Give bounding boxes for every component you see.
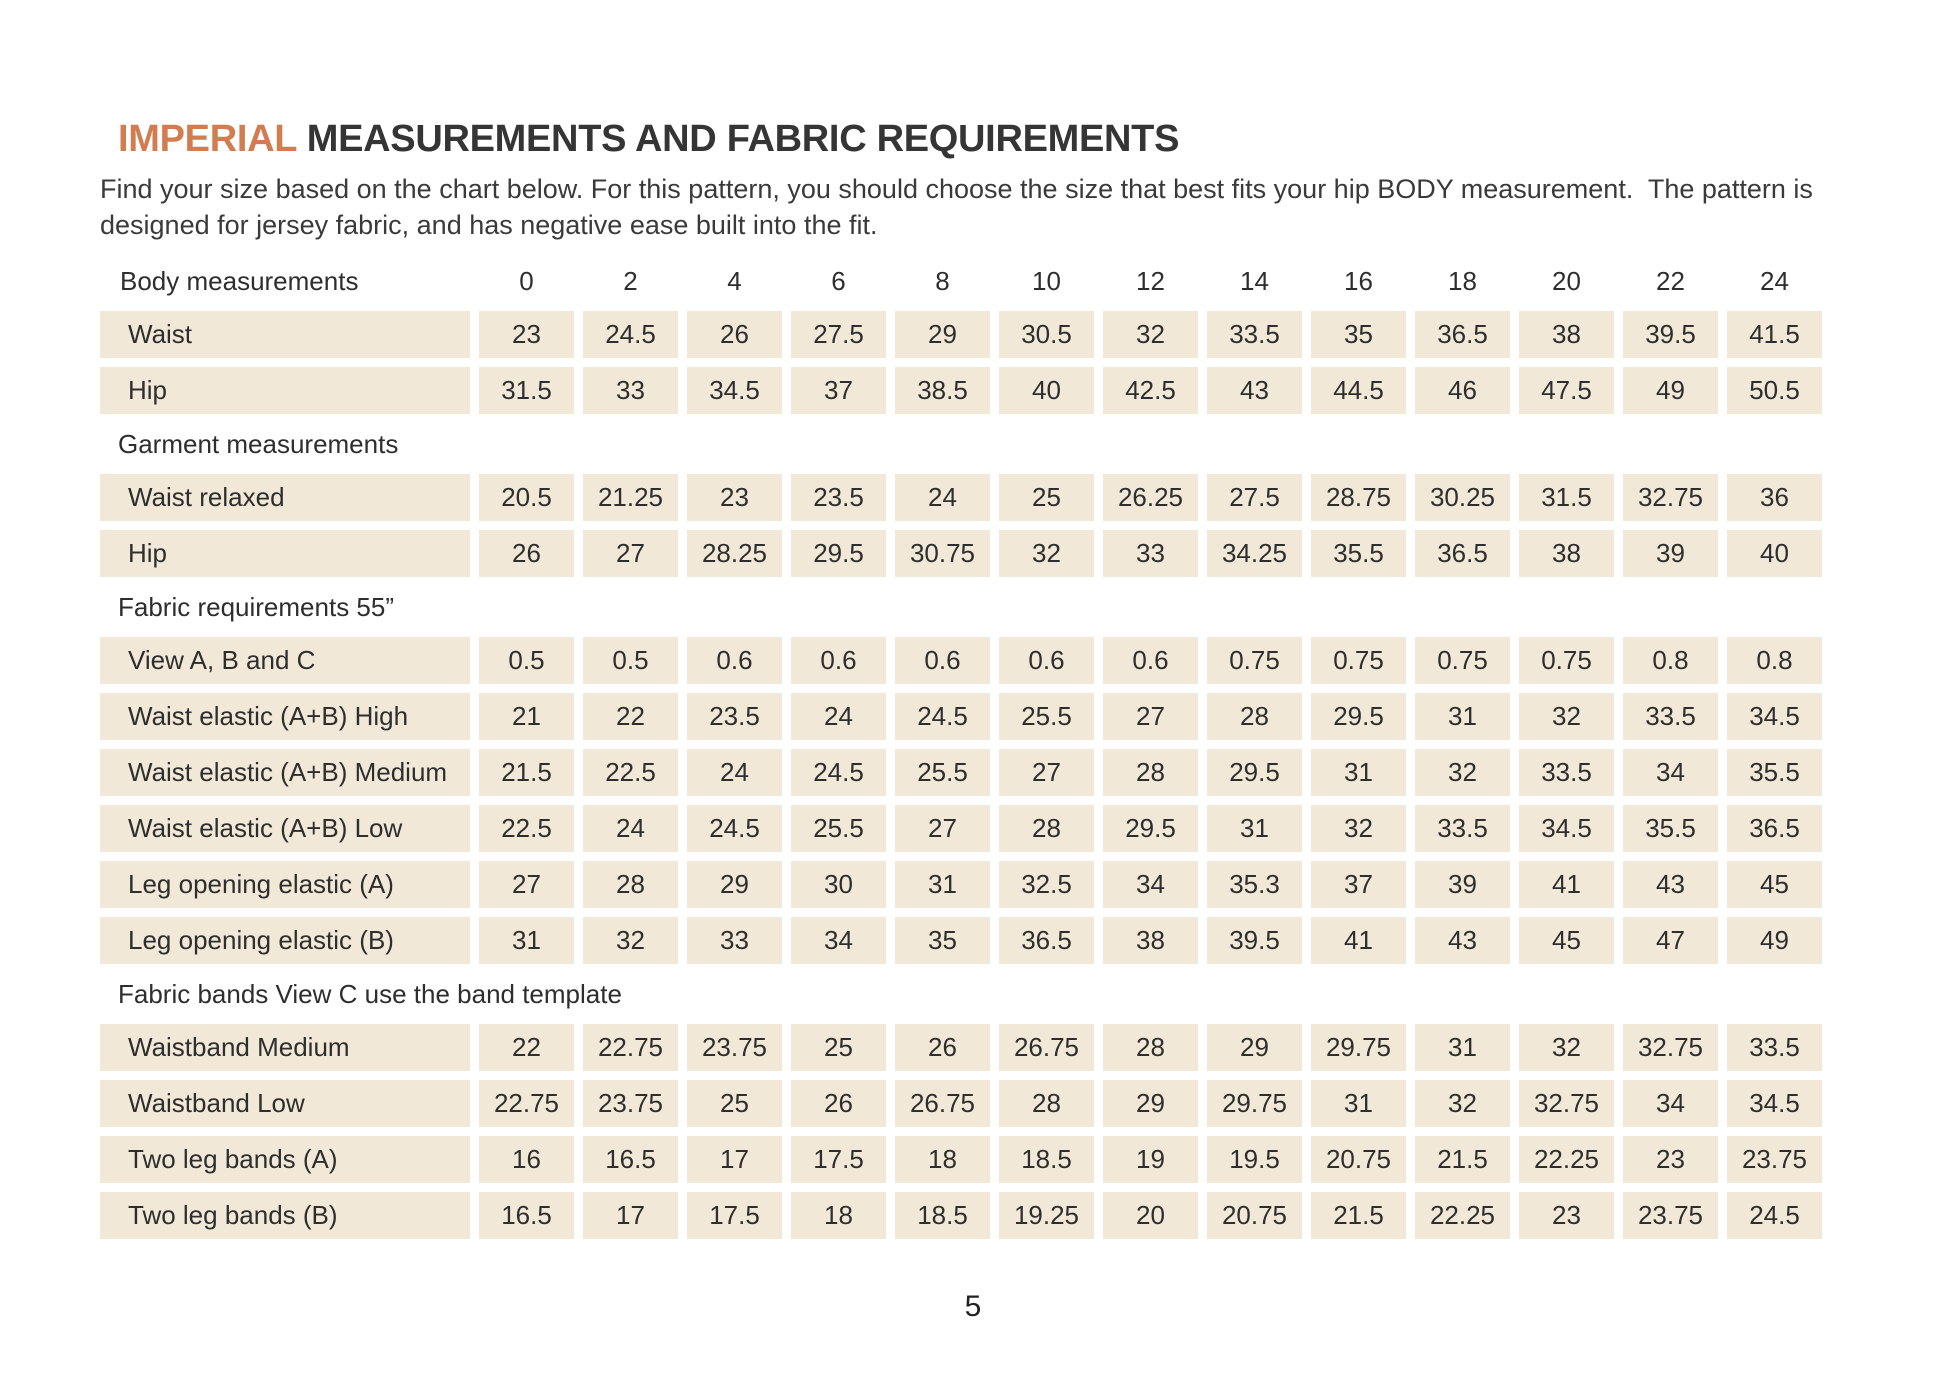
table-cell: 26.25 [1103,474,1198,521]
table-cell: 39 [1415,861,1510,908]
page-title-highlight: IMPERIAL [118,118,297,160]
table-cell: 0.6 [999,637,1094,684]
row-label: Leg opening elastic (A) [100,861,470,908]
table-cell: 33 [1103,530,1198,577]
table-cell: 33.5 [1519,749,1614,796]
table-cell: 46 [1415,367,1510,414]
table-header-label: Body measurements [120,265,359,296]
table-cell: 24 [687,749,782,796]
table-cell: 22.25 [1415,1192,1510,1239]
table-cell: 38.5 [895,367,990,414]
table-cell: 29.5 [1311,693,1406,740]
table-cell: 25 [687,1080,782,1127]
table-cell: 22 [583,693,678,740]
size-column-header: 18 [1448,265,1477,296]
table-cell: 19.25 [999,1192,1094,1239]
row-label: Hip [100,530,470,577]
row-label: Waist elastic (A+B) Medium [100,749,470,796]
table-cell: 21 [479,693,574,740]
table-cell: 0.75 [1519,637,1614,684]
table-cell: 30.5 [999,311,1094,358]
table-cell: 22.75 [479,1080,574,1127]
table-cell: 29.75 [1207,1080,1302,1127]
table-row [100,1024,1822,1071]
table-cell: 25.5 [999,693,1094,740]
size-column-header: 22 [1656,265,1685,296]
table-cell: 0.6 [687,637,782,684]
table-cell: 34.5 [1727,1080,1822,1127]
table-cell: 0.6 [791,637,886,684]
table-cell: 22.75 [583,1024,678,1071]
table-cell: 22.5 [479,805,574,852]
table-cell: 31 [1415,1024,1510,1071]
table-cell: 20.75 [1311,1136,1406,1183]
table-cell: 26 [895,1024,990,1071]
table-cell: 32 [583,917,678,964]
table-cell: 33.5 [1623,693,1718,740]
table-cell: 47.5 [1519,367,1614,414]
table-cell: 49 [1623,367,1718,414]
table-cell: 18.5 [999,1136,1094,1183]
table-cell: 23.75 [687,1024,782,1071]
table-cell: 34 [791,917,886,964]
table-cell: 21.5 [1415,1136,1510,1183]
table-cell: 32 [1103,311,1198,358]
table-cell: 28 [999,1080,1094,1127]
intro-text: Find your size based on the chart below. For this pattern, you should choose the size that best fits your hip BODY measurement. The pattern is designed for jersey fabric, and has negative ease built into the fit. [100,174,1821,240]
table-cell: 25.5 [791,805,886,852]
table-cell: 23 [687,474,782,521]
size-column-header: 10 [1032,265,1061,296]
table-cell: 23 [1623,1136,1718,1183]
table-cell: 45 [1519,917,1614,964]
table-cell: 17 [583,1192,678,1239]
table-cell: 17.5 [791,1136,886,1183]
table-row [100,1136,1822,1183]
table-cell: 41.5 [1727,311,1822,358]
table-cell: 50.5 [1727,367,1822,414]
size-table [91,251,1831,1248]
table-cell: 24 [791,693,886,740]
table-cell: 28.25 [687,530,782,577]
table-cell: 23 [479,311,574,358]
table-cell: 29 [687,861,782,908]
table-cell: 25 [791,1024,886,1071]
table-cell: 24.5 [583,311,678,358]
table-cell: 33 [687,917,782,964]
page-number: 5 [964,1290,982,1323]
table-row [100,637,1822,684]
table-row [100,749,1822,796]
table-cell: 20.5 [479,474,574,521]
table-cell: 38 [1519,530,1614,577]
table-cell: 30.75 [895,530,990,577]
table-cell: 35.3 [1207,861,1302,908]
size-table-body [100,260,1822,1239]
table-cell: 39.5 [1623,311,1718,358]
size-column-header: 0 [519,265,534,296]
row-label: Waistband Low [100,1080,470,1127]
table-cell: 31.5 [1519,474,1614,521]
table-cell: 30 [791,861,886,908]
table-cell: 43 [1415,917,1510,964]
table-cell: 21.5 [479,749,574,796]
size-column-header: 12 [1136,265,1165,296]
row-label: Waist elastic (A+B) High [100,693,470,740]
table-cell: 0.75 [1207,637,1302,684]
table-cell: 31 [479,917,574,964]
row-label: Leg opening elastic (B) [100,917,470,964]
table-cell: 27 [999,749,1094,796]
table-row [100,917,1822,964]
row-label: View A, B and C [100,637,470,684]
table-cell: 43 [1623,861,1718,908]
table-cell: 25.5 [895,749,990,796]
table-cell: 31 [1311,1080,1406,1127]
table-cell: 47 [1623,917,1718,964]
table-cell: 25 [999,474,1094,521]
table-cell: 26 [791,1080,886,1127]
table-cell: 23.5 [791,474,886,521]
row-label: Hip [100,367,470,414]
table-cell: 34.5 [1519,805,1614,852]
table-cell: 16 [479,1136,574,1183]
section-heading: Fabric requirements 55” [118,591,394,622]
table-row [100,530,1822,577]
table-cell: 0.5 [479,637,574,684]
section-heading-row [100,586,1822,628]
table-cell: 26 [687,311,782,358]
table-cell: 22.25 [1519,1136,1614,1183]
table-cell: 24.5 [791,749,886,796]
size-column-header: 4 [727,265,742,296]
table-cell: 35.5 [1727,749,1822,796]
table-cell: 23.75 [583,1080,678,1127]
table-cell: 32.75 [1623,474,1718,521]
table-cell: 29.5 [791,530,886,577]
size-column-header: 2 [623,265,638,296]
table-cell: 43 [1207,367,1302,414]
table-cell: 35.5 [1623,805,1718,852]
table-cell: 0.8 [1727,637,1822,684]
table-cell: 29 [1207,1024,1302,1071]
table-cell: 23.75 [1727,1136,1822,1183]
table-cell: 32 [1415,1080,1510,1127]
table-cell: 29 [895,311,990,358]
table-cell: 29 [1103,1080,1198,1127]
table-cell: 33.5 [1415,805,1510,852]
table-cell: 22 [479,1024,574,1071]
table-cell: 27 [479,861,574,908]
table-cell: 36.5 [1415,311,1510,358]
table-cell: 34.5 [687,367,782,414]
table-cell: 37 [791,367,886,414]
table-cell: 35 [895,917,990,964]
table-cell: 32 [999,530,1094,577]
table-cell: 32 [1311,805,1406,852]
row-label: Two leg bands (A) [100,1136,470,1183]
size-column-header: 20 [1552,265,1581,296]
row-label: Waist relaxed [100,474,470,521]
table-cell: 38 [1519,311,1614,358]
table-cell: 27 [1103,693,1198,740]
table-cell: 40 [999,367,1094,414]
size-column-header: 6 [831,265,846,296]
table-cell: 32.75 [1519,1080,1614,1127]
table-cell: 38 [1103,917,1198,964]
size-column-header: 8 [935,265,950,296]
table-row [100,1080,1822,1127]
row-label: Two leg bands (B) [100,1192,470,1239]
table-cell: 17.5 [687,1192,782,1239]
table-cell: 35 [1311,311,1406,358]
table-cell: 21.25 [583,474,678,521]
page-title [118,118,1846,161]
table-cell: 41 [1311,917,1406,964]
table-cell: 16.5 [583,1136,678,1183]
table-cell: 24.5 [895,693,990,740]
size-column-header: 24 [1760,265,1789,296]
table-cell: 23.75 [1623,1192,1718,1239]
size-column-header: 14 [1240,265,1269,296]
table-cell: 39 [1623,530,1718,577]
table-row [100,861,1822,908]
table-cell: 36.5 [1415,530,1510,577]
table-cell: 0.6 [1103,637,1198,684]
section-heading: Garment measurements [118,428,399,459]
table-cell: 34.5 [1727,693,1822,740]
table-cell: 29.75 [1311,1024,1406,1071]
table-cell: 23.5 [687,693,782,740]
table-cell: 29.5 [1103,805,1198,852]
table-row [100,367,1822,414]
row-label: Waistband Medium [100,1024,470,1071]
table-cell: 34 [1103,861,1198,908]
table-cell: 30.25 [1415,474,1510,521]
table-cell: 24.5 [687,805,782,852]
table-row [100,311,1822,358]
table-cell: 36.5 [999,917,1094,964]
table-cell: 44.5 [1311,367,1406,414]
table-cell: 28 [1207,693,1302,740]
section-heading: Fabric bands View C use the band template [118,978,622,1009]
table-cell: 0.6 [895,637,990,684]
table-cell: 32.5 [999,861,1094,908]
table-cell: 16.5 [479,1192,574,1239]
row-label: Waist elastic (A+B) Low [100,805,470,852]
table-cell: 39.5 [1207,917,1302,964]
table-row [100,805,1822,852]
table-cell: 19.5 [1207,1136,1302,1183]
table-cell: 27.5 [1207,474,1302,521]
section-heading-row [100,973,1822,1015]
table-cell: 28 [1103,749,1198,796]
table-row [100,1192,1822,1239]
table-cell: 27 [895,805,990,852]
table-cell: 28 [583,861,678,908]
table-cell: 34.25 [1207,530,1302,577]
table-cell: 19 [1103,1136,1198,1183]
table-cell: 34 [1623,749,1718,796]
table-cell: 24 [583,805,678,852]
table-cell: 26 [479,530,574,577]
table-cell: 49 [1727,917,1822,964]
table-cell: 33.5 [1207,311,1302,358]
table-header-row [100,260,1822,302]
table-cell: 32 [1519,693,1614,740]
table-cell: 40 [1727,530,1822,577]
table-cell: 0.75 [1415,637,1510,684]
table-cell: 21.5 [1311,1192,1406,1239]
table-cell: 45 [1727,861,1822,908]
table-cell: 31 [895,861,990,908]
size-column-header: 16 [1344,265,1373,296]
table-cell: 34 [1623,1080,1718,1127]
table-cell: 0.8 [1623,637,1718,684]
table-cell: 24.5 [1727,1192,1822,1239]
table-cell: 26.75 [999,1024,1094,1071]
table-cell: 32.75 [1623,1024,1718,1071]
table-cell: 27 [583,530,678,577]
table-cell: 23 [1519,1192,1614,1239]
table-cell: 26.75 [895,1080,990,1127]
table-cell: 20.75 [1207,1192,1302,1239]
table-row [100,474,1822,521]
table-cell: 32 [1415,749,1510,796]
section-heading-row [100,423,1822,465]
table-cell: 18.5 [895,1192,990,1239]
row-label: Waist [100,311,470,358]
table-cell: 28 [1103,1024,1198,1071]
table-cell: 31 [1415,693,1510,740]
table-cell: 17 [687,1136,782,1183]
table-cell: 31 [1311,749,1406,796]
table-cell: 35.5 [1311,530,1406,577]
table-cell: 28 [999,805,1094,852]
table-cell: 18 [791,1192,886,1239]
table-cell: 41 [1519,861,1614,908]
table-cell: 36.5 [1727,805,1822,852]
table-cell: 36 [1727,474,1822,521]
table-cell: 0.75 [1311,637,1406,684]
table-cell: 0.5 [583,637,678,684]
table-cell: 24 [895,474,990,521]
table-cell: 28.75 [1311,474,1406,521]
table-cell: 33 [583,367,678,414]
table-cell: 27.5 [791,311,886,358]
table-cell: 29.5 [1207,749,1302,796]
table-row [100,693,1822,740]
table-cell: 32 [1519,1024,1614,1071]
page-title-rest: MEASUREMENTS AND FABRIC REQUIREMENTS [296,118,1180,160]
table-cell: 22.5 [583,749,678,796]
table-cell: 31.5 [479,367,574,414]
table-cell: 33.5 [1727,1024,1822,1071]
table-cell: 31 [1207,805,1302,852]
table-cell: 20 [1103,1192,1198,1239]
table-cell: 18 [895,1136,990,1183]
table-cell: 37 [1311,861,1406,908]
table-cell: 42.5 [1103,367,1198,414]
